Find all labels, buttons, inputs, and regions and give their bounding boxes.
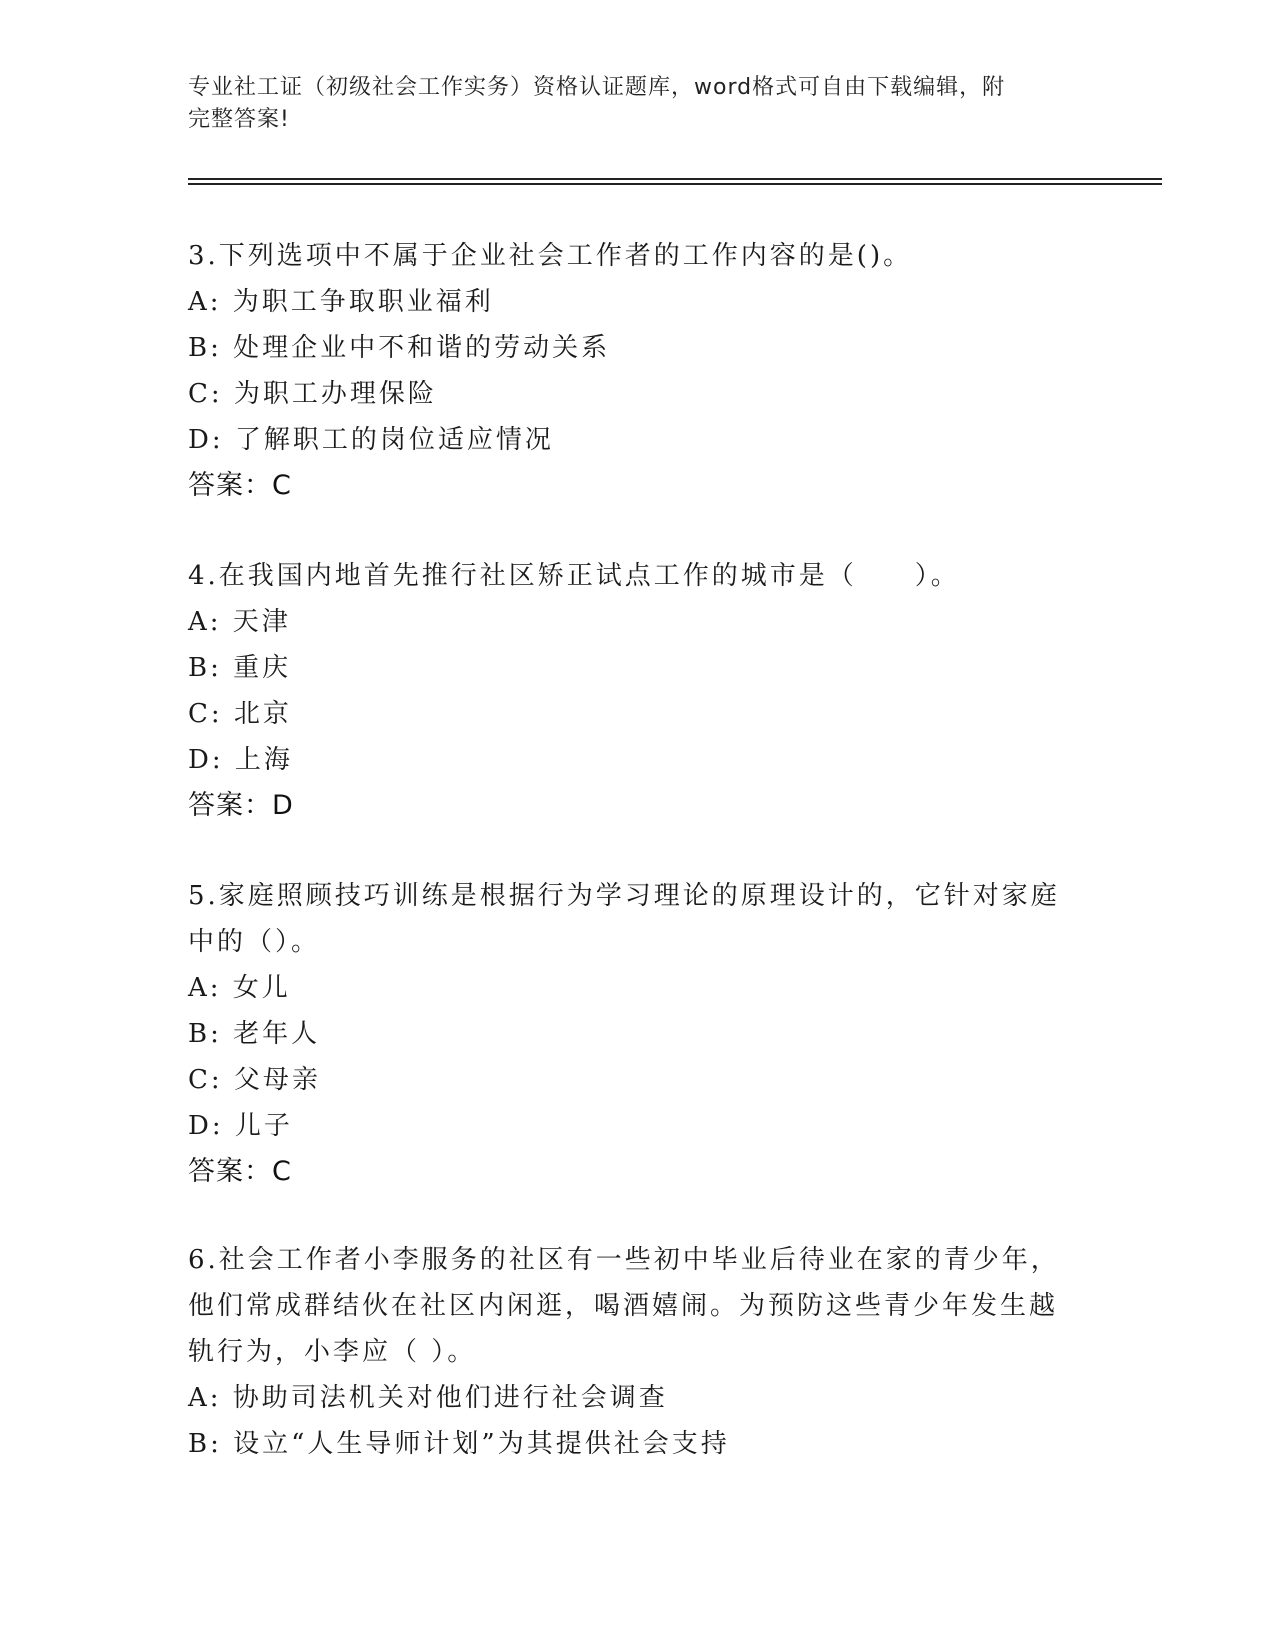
question-stem-line-1: 5.家庭照顾技巧训练是根据行为学习理论的原理设计的，它针对家庭: [188, 881, 1060, 911]
question-stem-line-3: 轨行为，小李应（ ）。: [188, 1337, 477, 1367]
answer-line: 答案：C: [188, 470, 292, 501]
option-c: C: 为职工办理保险: [188, 379, 437, 409]
option-c: C: 北京: [188, 699, 292, 729]
question-3: [188, 233, 1068, 509]
question-stem-line-2: 中的（）。: [188, 927, 321, 957]
option-b: B: 设立“人生导师计划”为其提供社会支持: [188, 1429, 730, 1459]
option-a: A: 为职工争取职业福利: [188, 287, 494, 317]
question-5: [188, 873, 1068, 1195]
document-header: [188, 72, 1088, 136]
header-line-1: 专业社工证（初级社会工作实务）资格认证题库，word格式可自由下载编辑，附: [188, 75, 1006, 100]
option-b: B: 老年人: [188, 1019, 321, 1049]
question-stem-line-1: 6.社会工作者小李服务的社区有一些初中毕业后待业在家的青少年，: [188, 1245, 1060, 1275]
answer-line: 答案：D: [188, 790, 294, 821]
question-stem: 3.下列选项中不属于企业社会工作者的工作内容的是()。: [188, 241, 913, 271]
option-c: C: 父母亲: [188, 1065, 321, 1095]
option-a: A: 天津: [188, 607, 291, 637]
option-a: A: 女儿: [188, 973, 291, 1003]
question-6: [188, 1237, 1068, 1467]
option-d: D: 上海: [188, 745, 293, 775]
option-b: B: 重庆: [188, 653, 292, 683]
option-b: B: 处理企业中不和谐的劳动关系: [188, 333, 611, 363]
header-line-2: 完整答案!: [188, 107, 290, 132]
question-stem: 4.在我国内地首先推行社区矫正试点工作的城市是（ ）。: [188, 561, 960, 591]
answer-line: 答案：C: [188, 1156, 292, 1187]
question-4: [188, 553, 1068, 829]
option-a: A: 协助司法机关对他们进行社会调查: [188, 1383, 668, 1413]
header-divider-top: [188, 178, 1162, 180]
option-d: D: 儿子: [188, 1111, 293, 1141]
header-divider-bottom: [188, 183, 1162, 185]
question-stem-line-2: 他们常成群结伙在社区内闲逛，喝酒嬉闹。为预防这些青少年发生越: [188, 1291, 1059, 1321]
option-d: D: 了解职工的岗位适应情况: [188, 425, 554, 455]
